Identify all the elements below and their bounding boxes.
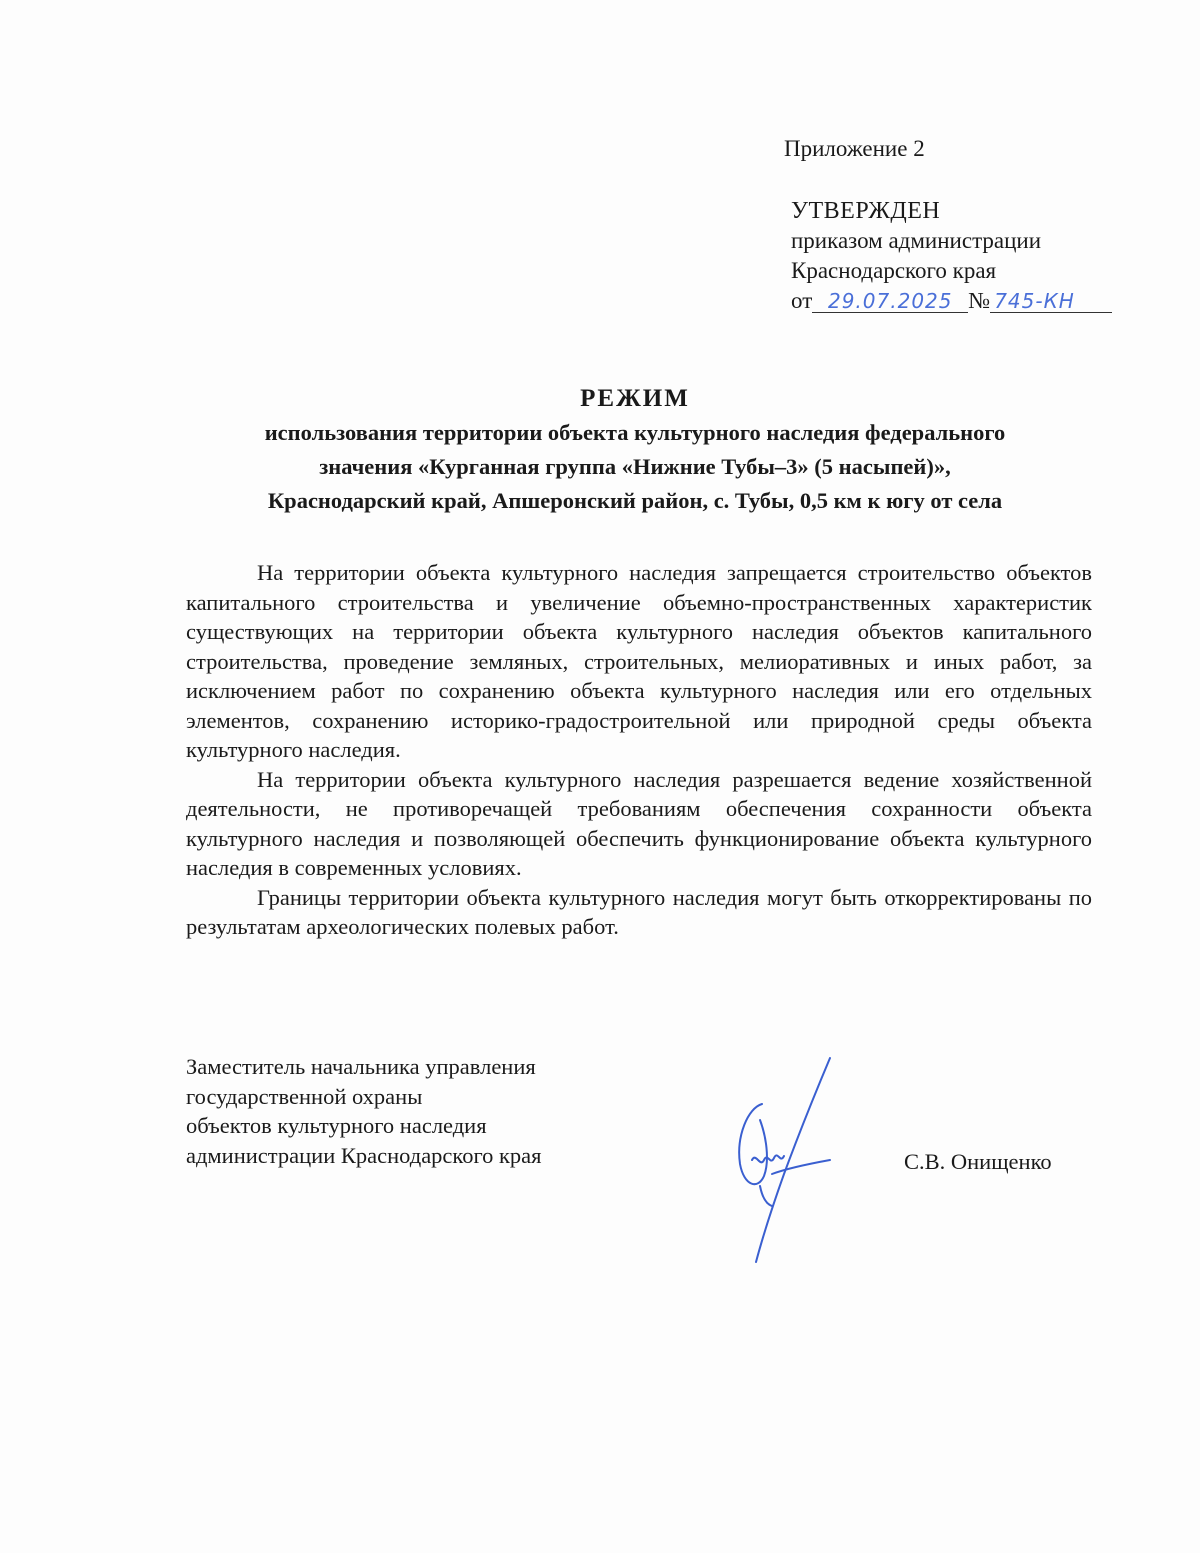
- handwritten-signature: [718, 1056, 848, 1266]
- title-line-1: использования территории объекта культурного наследия федерального: [264, 420, 1006, 445]
- position-line-4: администрации Краснодарского края: [186, 1142, 542, 1168]
- date-underline: [812, 290, 968, 313]
- appendix-label: Приложение 2: [784, 136, 925, 161]
- body-text: [186, 558, 1092, 942]
- approved-stamp: УТВЕРЖДЕН: [791, 198, 941, 224]
- paragraph-boundaries: Границы территории объекта культурного наследия могут быть откорректированы по результатам археологических полевых работ.: [186, 884, 1092, 939]
- position-line-2: государственной охраны: [186, 1083, 423, 1109]
- title-line-3: Краснодарский край, Апшеронский район, с. Тубы, 0,5 км к югу от села: [267, 488, 1003, 513]
- number-prefix: №: [968, 288, 991, 313]
- signatory-position: [186, 1052, 542, 1170]
- position-line-3: объектов культурного наследия: [186, 1113, 487, 1138]
- paragraph-prohibitions: На территории объекта культурного наследия запрещается строительство объектов капитального строительства и увеличение объемно-пространственных характеристик существующих на территории объекта культурного наследия объектов капитального строительства, проведение земляных, строительных, мелиоративных и иных работ, за исключением работ по сохранению объекта культурного наследия или его отдельных элементов, сохранению историко-градостроительной или природной среды объекта культурного наследия.: [186, 560, 1092, 762]
- title-heading: РЕЖИМ: [580, 385, 690, 412]
- position-line-1: Заместитель начальника управления: [186, 1054, 536, 1079]
- approved-by-line-1: приказом администрации: [791, 228, 1042, 253]
- handwritten-number: 745-КН: [994, 289, 1075, 313]
- paragraph-permissions: На территории объекта культурного наследия разрешается ведение хозяйственной деятельности, не противоречащей требованиям обеспечения сохранности объекта культурного наследия и позволяющей обеспечить функционирование объекта культурного наследия в современных условиях.: [186, 766, 1092, 880]
- number-underline: [990, 290, 1112, 313]
- handwritten-date: 29.07.2025: [827, 289, 953, 313]
- approved-by-line-2: Краснодарского края: [791, 258, 997, 283]
- approval-block: [791, 196, 1151, 316]
- document-title: [150, 382, 1120, 518]
- date-prefix: от: [791, 288, 813, 313]
- order-date-number-line: [791, 286, 1151, 316]
- title-line-2: значения «Курганная группа «Нижние Тубы–3» (5 насыпей)»,: [319, 454, 951, 479]
- signatory-name: С.В. Онищенко: [904, 1149, 1052, 1174]
